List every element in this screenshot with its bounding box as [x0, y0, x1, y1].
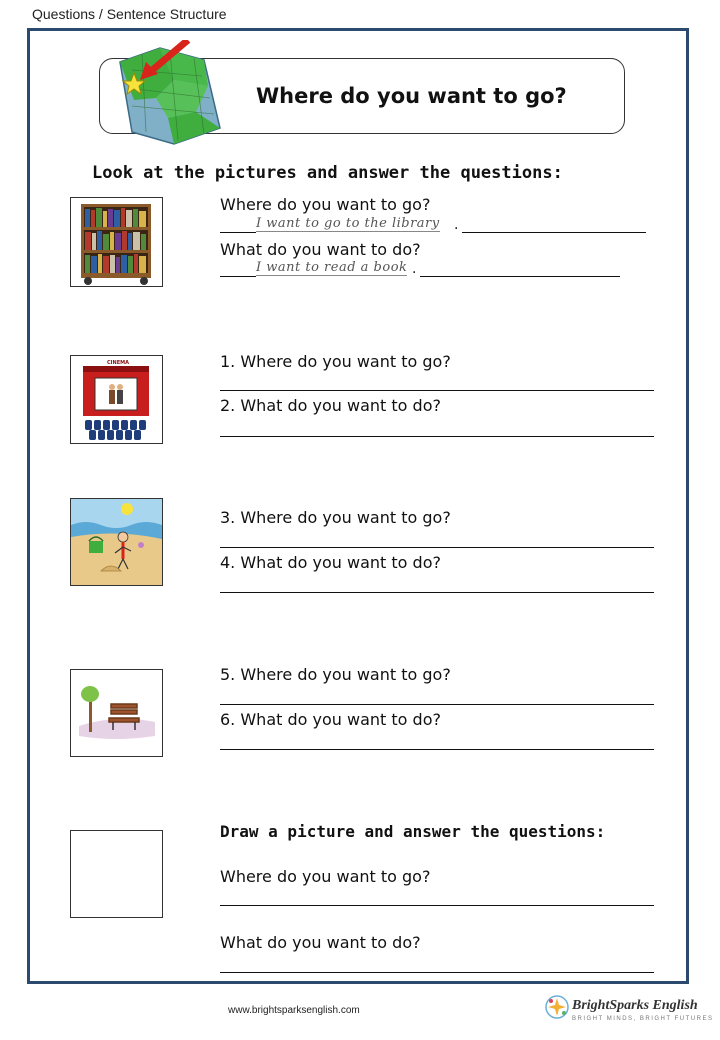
- brightsparks-logo-icon: [544, 994, 570, 1020]
- brand-tagline: BRIGHT MINDS, BRIGHT FUTURES: [572, 1016, 714, 1022]
- drawing-box[interactable]: [70, 830, 163, 918]
- example-answer-period: .: [412, 261, 417, 277]
- cinema-sign: CINEMA: [107, 360, 129, 366]
- instructions: Look at the pictures and answer the questions:: [92, 163, 563, 183]
- example-answer-line-lead: [220, 232, 256, 233]
- answer-line-5[interactable]: [220, 704, 654, 705]
- brand-name: BrightSparks English: [572, 998, 698, 1013]
- question-1: 1. Where do you want to go?: [220, 352, 451, 371]
- draw-question-where: Where do you want to go?: [220, 867, 431, 886]
- example-question-what: What do you want to do?: [220, 240, 421, 259]
- cinema-picture: [70, 355, 163, 444]
- beach-icon: [71, 499, 162, 585]
- question-2: 2. What do you want to do?: [220, 396, 441, 415]
- cinema-icon: [71, 356, 162, 443]
- example-answer-what: I want to read a book: [256, 260, 408, 275]
- beach-picture: [70, 498, 163, 586]
- draw-heading: Draw a picture and answer the questions:: [220, 822, 606, 841]
- example-answer-line-tail: [420, 276, 620, 277]
- example-question-where: Where do you want to go?: [220, 195, 431, 214]
- example-answer-where: I want to go to the library: [256, 216, 440, 231]
- park-picture: [70, 669, 163, 757]
- answer-line-1[interactable]: [220, 390, 654, 391]
- draw-answer-line-1[interactable]: [220, 905, 654, 906]
- draw-question-what: What do you want to do?: [220, 933, 421, 952]
- answer-line-6[interactable]: [220, 749, 654, 750]
- example-answer-line-lead: [220, 276, 256, 277]
- example-answer-period: .: [454, 217, 459, 233]
- park-bench-icon: [71, 670, 162, 756]
- question-6: 6. What do you want to do?: [220, 710, 441, 729]
- footer-url[interactable]: www.brightsparksenglish.com: [228, 1005, 360, 1016]
- answer-line-3[interactable]: [220, 547, 654, 548]
- example-answer-line-tail: [462, 232, 646, 233]
- question-3: 3. Where do you want to go?: [220, 508, 451, 527]
- answer-line-2[interactable]: [220, 436, 654, 437]
- page-title: Where do you want to go?: [256, 84, 567, 108]
- library-picture: [70, 197, 163, 287]
- map-icon: [112, 40, 224, 150]
- draw-answer-line-2[interactable]: [220, 972, 654, 973]
- breadcrumb: Questions / Sentence Structure: [32, 6, 227, 22]
- question-5: 5. Where do you want to go?: [220, 665, 451, 684]
- question-4: 4. What do you want to do?: [220, 553, 441, 572]
- answer-line-4[interactable]: [220, 592, 654, 593]
- bookshelf-icon: [71, 198, 162, 286]
